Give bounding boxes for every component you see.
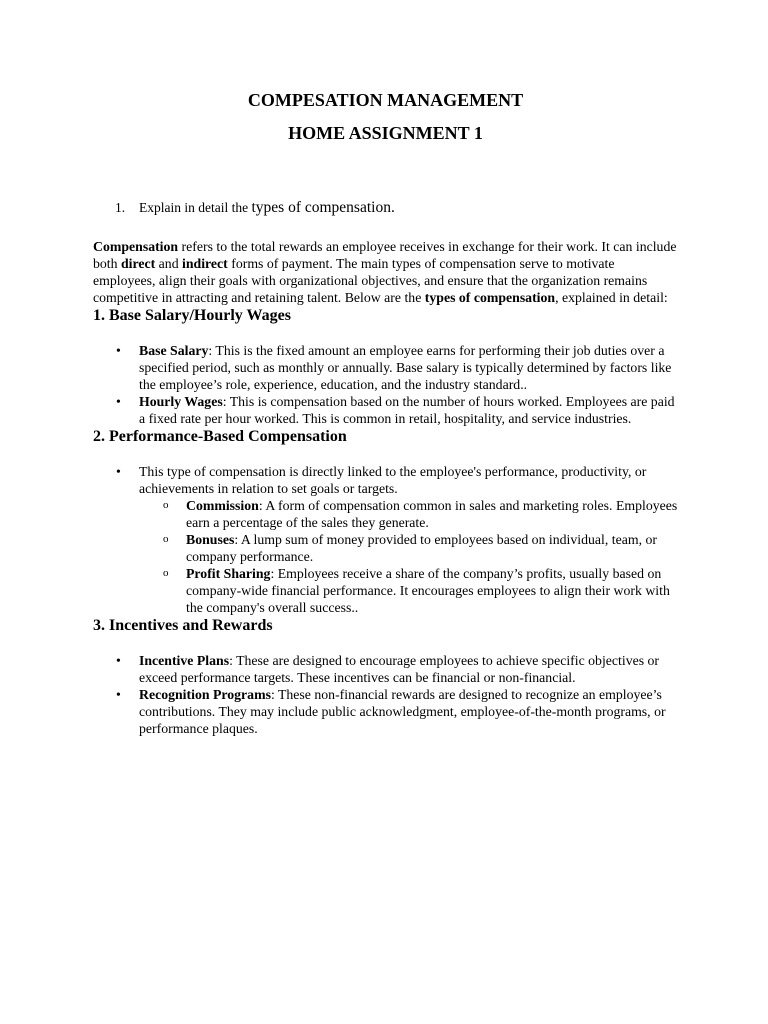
bullet-list-incentives	[93, 652, 678, 737]
question-1	[115, 199, 678, 217]
sub-list-performance	[139, 497, 678, 616]
circle-bullet-icon: o	[163, 499, 169, 511]
question-text: Explain in detail the types of compensation.	[139, 199, 395, 216]
document-subtitle: HOME ASSIGNMENT 1	[288, 123, 483, 143]
bullet-icon: •	[116, 653, 121, 668]
section-heading-incentives: 3. Incentives and Rewards	[93, 617, 273, 634]
bullet-icon: •	[116, 343, 121, 358]
list-item: • Recognition Programs: These non-financial rewards are designed to recognize an employee’s contributions. They may include public acknowledgment, employee-of-the-month programs, or performance plaques.	[116, 687, 666, 736]
bullet-list-performance	[93, 463, 678, 616]
bullet-icon: •	[116, 464, 121, 479]
question-number: 1.	[115, 200, 126, 215]
bullet-icon: •	[116, 394, 121, 409]
intro-paragraph: Compensation refers to the total rewards an employee receives in exchange for their work. It can include both direct and indirect forms of payment. The main types of compensation serve to motivate employees, align their goals with organizational objectives, and ensure that the organization remains competitive in attracting and retaining talent. Below are the types of compensation, explained in detail:	[93, 239, 677, 305]
sub-list-item: o Profit Sharing: Employees receive a share of the company’s profits, usually based on company-wide financial performance. It encourages employees to align their work with the company's overall success..	[163, 566, 670, 615]
circle-bullet-icon: o	[163, 567, 169, 579]
list-item: • Base Salary: This is the fixed amount an employee earns for performing their job duties over a specified period, such as monthly or annually. Base salary is typically determined by factors like the employee’s role, experience, education, and the industry standard..	[116, 343, 672, 392]
section-heading-base-salary: 1. Base Salary/Hourly Wages	[93, 307, 291, 324]
list-item: • Hourly Wages: This is compensation based on the number of hours worked. Employees are paid a fixed rate per hour worked. This is common in retail, hospitality, and service industries.	[116, 394, 675, 426]
bullet-icon: •	[116, 687, 121, 702]
list-item: • This type of compensation is directly linked to the employee's performance, productivity, or achievements in relation to set goals or targets. o Commission: A form of compensation common in sales and marketing roles. Employees earn a percentage of the sales they generate. o Bonuses: A lump sum of money provided to employees based on individual, team, or company performance. o Profit Sharing: Employees receive a share of the company’s profits, usually based on company-wide financial performance. It encourages employees to align their work with the company's overall success..	[116, 464, 678, 615]
section-heading-performance: 2. Performance-Based Compensation	[93, 428, 347, 445]
circle-bullet-icon: o	[163, 533, 169, 545]
sub-list-item: o Bonuses: A lump sum of money provided to employees based on individual, team, or company performance.	[163, 532, 657, 564]
document-title: COMPESATION MANAGEMENT	[247, 90, 524, 110]
list-item: • Incentive Plans: These are designed to encourage employees to achieve specific objectives or exceed performance targets. These incentives can be financial or non-financial.	[116, 653, 660, 685]
sub-list-item: o Commission: A form of compensation common in sales and marketing roles. Employees earn a percentage of the sales they generate.	[163, 498, 678, 530]
bullet-list-base-salary	[93, 342, 678, 427]
